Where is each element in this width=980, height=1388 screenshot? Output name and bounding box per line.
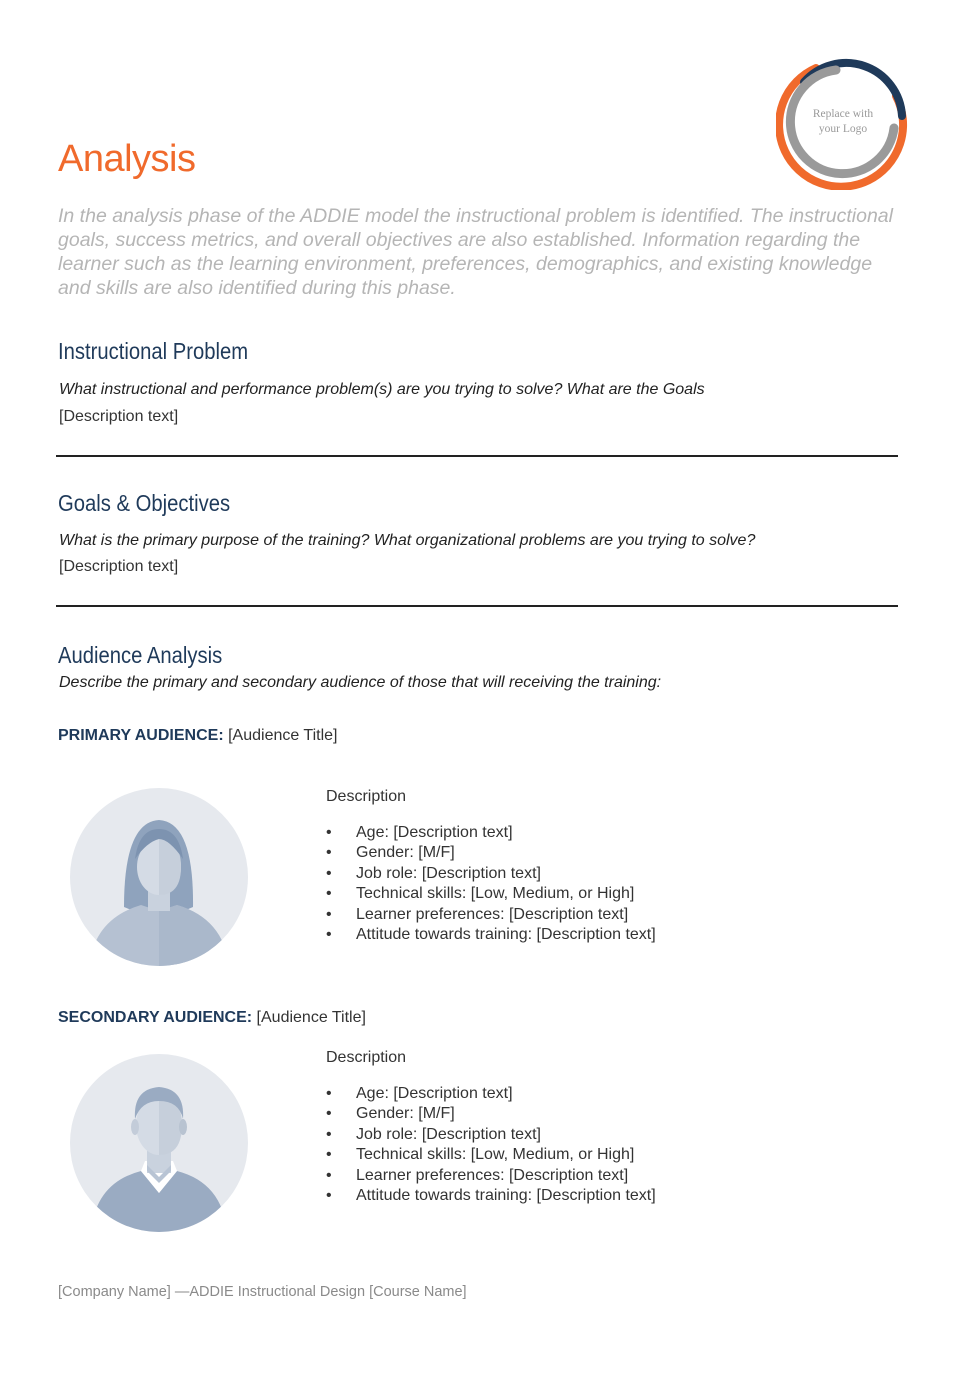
page-title: Analysis — [58, 138, 196, 180]
list-item: • Job role: [Description text] — [326, 1125, 656, 1145]
list-item: • Job role: [Description text] — [326, 864, 656, 884]
list-item: • Attitude towards training: [Description text] — [326, 925, 656, 945]
logo-text-2: your Logo — [818, 123, 868, 135]
primary-audience-label — [58, 727, 338, 745]
intro-text: In the analysis phase of the ADDIE model the instructional problem is identified. The instructional goals, success metrics, and overall objectives are also established. Information regarding the learner such as the learning environment, preferences, demographics, and existing knowledge and skills are also identified during this phase. — [58, 205, 893, 299]
instructional-problem-description: [Description text] — [59, 408, 179, 425]
list-item: • Learner preferences: [Description text] — [326, 905, 656, 925]
audience-question: Describe the primary and secondary audience of those that will receiving the training: — [59, 674, 662, 691]
list-item: • Age: [Description text] — [326, 1084, 656, 1104]
secondary-audience-title: [Audience Title] — [256, 1009, 366, 1026]
primary-attributes-list — [326, 823, 656, 945]
section-heading-goals: Goals & Objectives — [58, 490, 231, 516]
secondary-description-heading: Description — [326, 1049, 407, 1066]
goals-description: [Description text] — [59, 558, 179, 575]
male-avatar-icon — [69, 1053, 249, 1233]
instructional-problem-question: What instructional and performance problem(s) are you trying to solve? What are the Goals — [59, 381, 705, 398]
logo-text-1: Replace with — [812, 108, 874, 120]
divider — [56, 605, 898, 607]
logo-placeholder — [776, 56, 910, 190]
list-item: • Learner preferences: [Description text] — [326, 1166, 656, 1186]
list-item: • Gender: [M/F] — [326, 843, 656, 863]
divider — [56, 455, 898, 457]
section-heading-audience: Audience Analysis — [58, 642, 223, 668]
list-item: • Technical skills: [Low, Medium, or High] — [326, 884, 656, 904]
secondary-audience-tag: SECONDARY AUDIENCE: — [58, 1009, 253, 1026]
secondary-audience-label — [58, 1009, 366, 1027]
female-avatar-icon — [69, 787, 249, 967]
page-footer: [Company Name] —ADDIE Instructional Design [Course Name] — [58, 1284, 467, 1300]
section-heading-instructional-problem: Instructional Problem — [58, 338, 249, 364]
primary-audience-title: [Audience Title] — [228, 727, 338, 744]
list-item: • Gender: [M/F] — [326, 1104, 656, 1124]
list-item: • Technical skills: [Low, Medium, or High] — [326, 1145, 656, 1165]
secondary-attributes-list — [326, 1084, 656, 1206]
list-item: • Age: [Description text] — [326, 823, 656, 843]
primary-description-heading: Description — [326, 788, 407, 805]
primary-audience-tag: PRIMARY AUDIENCE: — [58, 727, 224, 744]
goals-question: What is the primary purpose of the training? What organizational problems are you trying to solve? — [59, 532, 756, 549]
list-item: • Attitude towards training: [Description text] — [326, 1186, 656, 1206]
